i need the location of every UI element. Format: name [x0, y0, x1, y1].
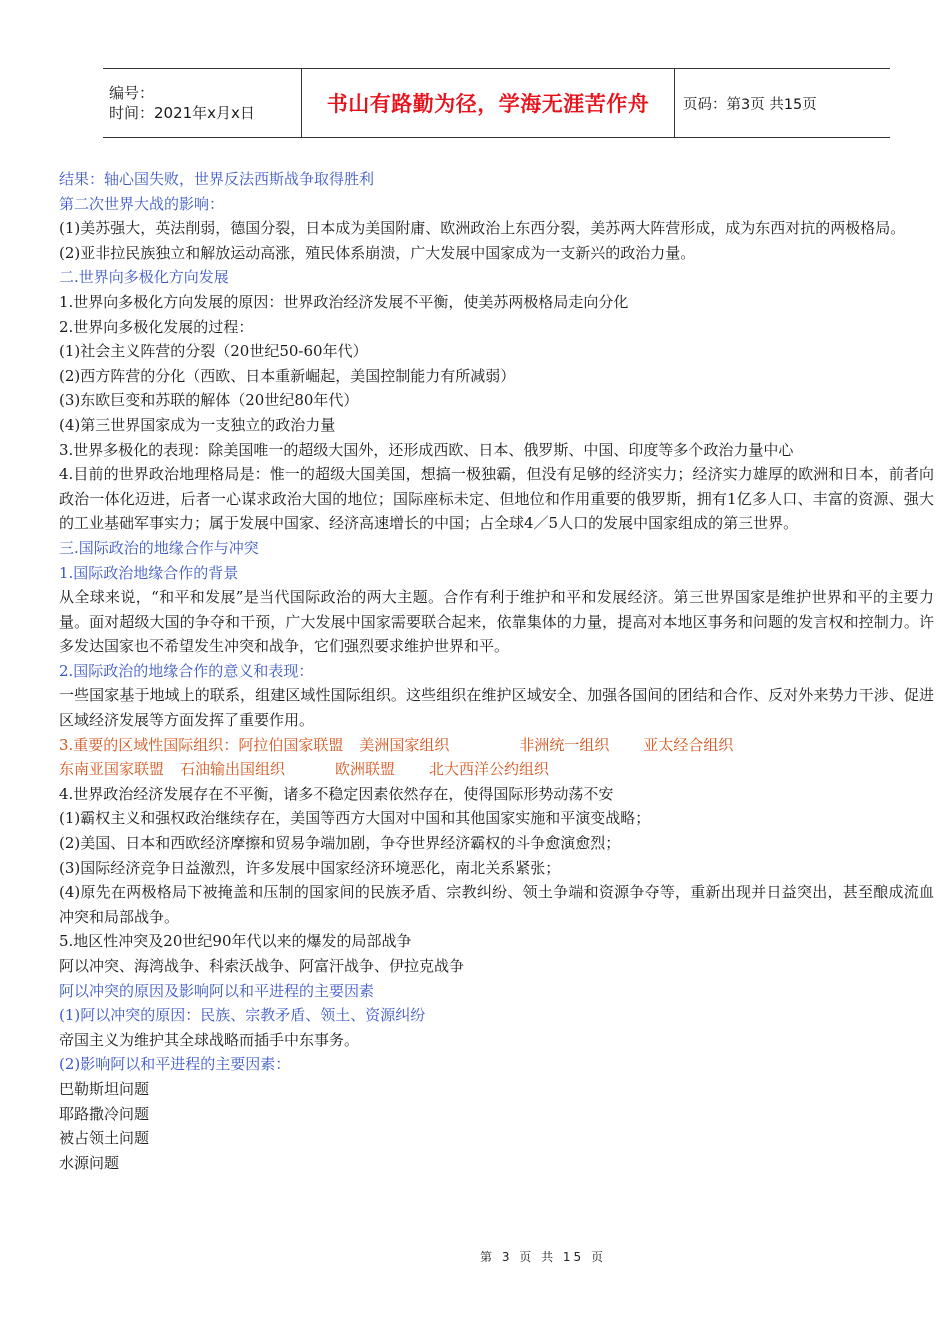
paragraph: 4.世界政治经济发展存在不平衡，诸多不稳定因素依然存在，使得国际形势动荡不安 [59, 784, 614, 803]
list-item: (4)原先在两极格局下被掩盖和压制的国家间的民族矛盾、宗教纠纷、领土争端和资源争夺等，重新出现并日益突出，甚至酿成流血冲突和局部战争。 [59, 883, 934, 926]
org-item: 亚太经合组织 [643, 735, 734, 754]
list-item: (2)美国、日本和西欧经济摩擦和贸易争端加剧，争夺世界经济霸权的斗争愈演愈烈； [59, 834, 621, 853]
org-item: 非洲统一组织 [519, 735, 610, 754]
list-item: 巴勒斯坦问题 [59, 1079, 150, 1098]
list-item: (2)西方阵营的分化（西欧、日本重新崛起，美国控制能力有所减弱） [59, 366, 516, 385]
list-item: (1)社会主义阵营的分裂（20世纪50-60年代） [59, 342, 368, 361]
org-item: 阿拉伯国家联盟 [238, 735, 344, 754]
list-item: (1)霸权主义和强权政治继续存在，美国等西方大国对中国和其他国家实施和平演变战略； [59, 809, 651, 828]
list-item: 被占领土问题 [59, 1129, 150, 1148]
paragraph: (2)亚非拉民族独立和解放运动高涨，殖民体系崩溃，广大发展中国家成为一支新兴的政治力量。 [59, 243, 696, 262]
paragraph: 帝国主义为维护其全球战略而插手中东事务。 [59, 1030, 360, 1049]
paragraph: 一些国家基于地域上的联系，组建区域性国际组织。这些组织在维护区域安全、加强各国间的团结和合作、反对外来势力干涉、促进区域经济发展等方面发挥了重要作用。 [59, 686, 934, 730]
org-list-row-2 [59, 757, 934, 782]
org-item: 欧洲联盟 [335, 760, 396, 779]
paragraph: (1)美苏强大，英法削弱，德国分裂，日本成为美国附庸、欧洲政治上东西分裂，美苏两大阵营形成，成为东西对抗的两极格局。 [59, 219, 906, 238]
header-meta [103, 69, 301, 137]
document-body [59, 167, 934, 1175]
paragraph: 4.目前的世界政治地理格局是：惟一的超级大国美国，想搞一极独霸，但没有足够的经济实力；经济实力雄厚的欧洲和日本，前者向政治一体化迈进，后者一心谋求政治大国的地位；国际座标未定、但地位和作用重要的俄罗斯，拥有1亿多人口、丰富的资源、强大的工业基础军事实力；属于发展中国家、经济高速增长的中国；占全球4／5人口的发展中国家组成的第三世界。 [59, 465, 934, 533]
list-item: (3)东欧巨变和苏联的解体（20世纪80年代） [59, 391, 359, 410]
paragraph: 3.世界多极化的表现：除美国唯一的超级大国外，还形成西欧、日本、俄罗斯、中国、印度等多个政治力量中心 [59, 440, 794, 459]
header-motto: 书山有路勤为径，学海无涯苦作舟 [301, 69, 675, 137]
list-item: (2)影响阿以和平进程的主要因素： [59, 1055, 291, 1074]
time-label: 时间：2021年x月x日 [109, 104, 255, 122]
paragraph: 阿以冲突、海湾战争、科索沃战争、阿富汗战争、伊拉克战争 [59, 957, 465, 975]
org-list-label: 3.重要的区域性国际组织： [59, 735, 239, 754]
subsection-heading: 阿以冲突的原因及影响阿以和平进程的主要因素 [59, 981, 375, 1000]
org-item: 美洲国家组织 [359, 735, 450, 754]
list-item: (1)阿以冲突的原因：民族、宗教矛盾、领土、资源纠纷 [59, 1006, 426, 1025]
list-item: (3)国际经济竞争日益激烈，许多发展中国家经济环境恶化，南北关系紧张； [59, 858, 561, 877]
org-item: 北大西洋公约组织 [429, 760, 550, 779]
paragraph: 2.世界向多极化发展的过程： [59, 317, 254, 336]
subsection-heading: 2.国际政治的地缘合作的意义和表现： [59, 661, 314, 680]
subsection-heading: 1.国际政治地缘合作的背景 [59, 563, 239, 582]
paragraph: 从全球来说，“和平和发展”是当代国际政治的两大主题。合作有利于维护和平和发展经济。第三世界国家是维护世界和平的主要力量。面对超级大国的争夺和干预，广大发展中国家需要联合起来，依靠集体的力量，提高对本地区事务和问题的发言权和控制力。许多发达国家也不希望发生冲突和战争，它们强烈要求维护世界和平。 [59, 588, 934, 656]
number-label: 编号： [109, 84, 155, 102]
header-page-info: 页码：第3页 共15页 [683, 96, 817, 113]
paragraph: 5.地区性冲突及20世纪90年代以来的爆发的局部战争 [59, 932, 412, 951]
paragraph: 结果：轴心国失败，世界反法西斯战争取得胜利 [59, 170, 375, 188]
org-item: 石油输出国组织 [180, 760, 286, 779]
section-heading: 三.国际政治的地缘合作与冲突 [59, 538, 259, 557]
list-item: (4)第三世界国家成为一支独立的政治力量 [59, 415, 336, 434]
document-header [103, 68, 890, 138]
section-heading: 第二次世界大战的影响： [59, 194, 225, 213]
section-heading: 二.世界向多极化方向发展 [59, 268, 229, 287]
list-item: 水源问题 [59, 1153, 120, 1172]
org-list-row-1 [59, 733, 934, 758]
list-item: 耶路撒冷问题 [59, 1104, 150, 1123]
paragraph: 1.世界向多极化方向发展的原因：世界政治经济发展不平衡，使美苏两极格局走向分化 [59, 292, 629, 311]
page-footer: 第 3 页 共 15 页 [480, 1250, 606, 1264]
org-item: 东南亚国家联盟 [59, 760, 165, 779]
